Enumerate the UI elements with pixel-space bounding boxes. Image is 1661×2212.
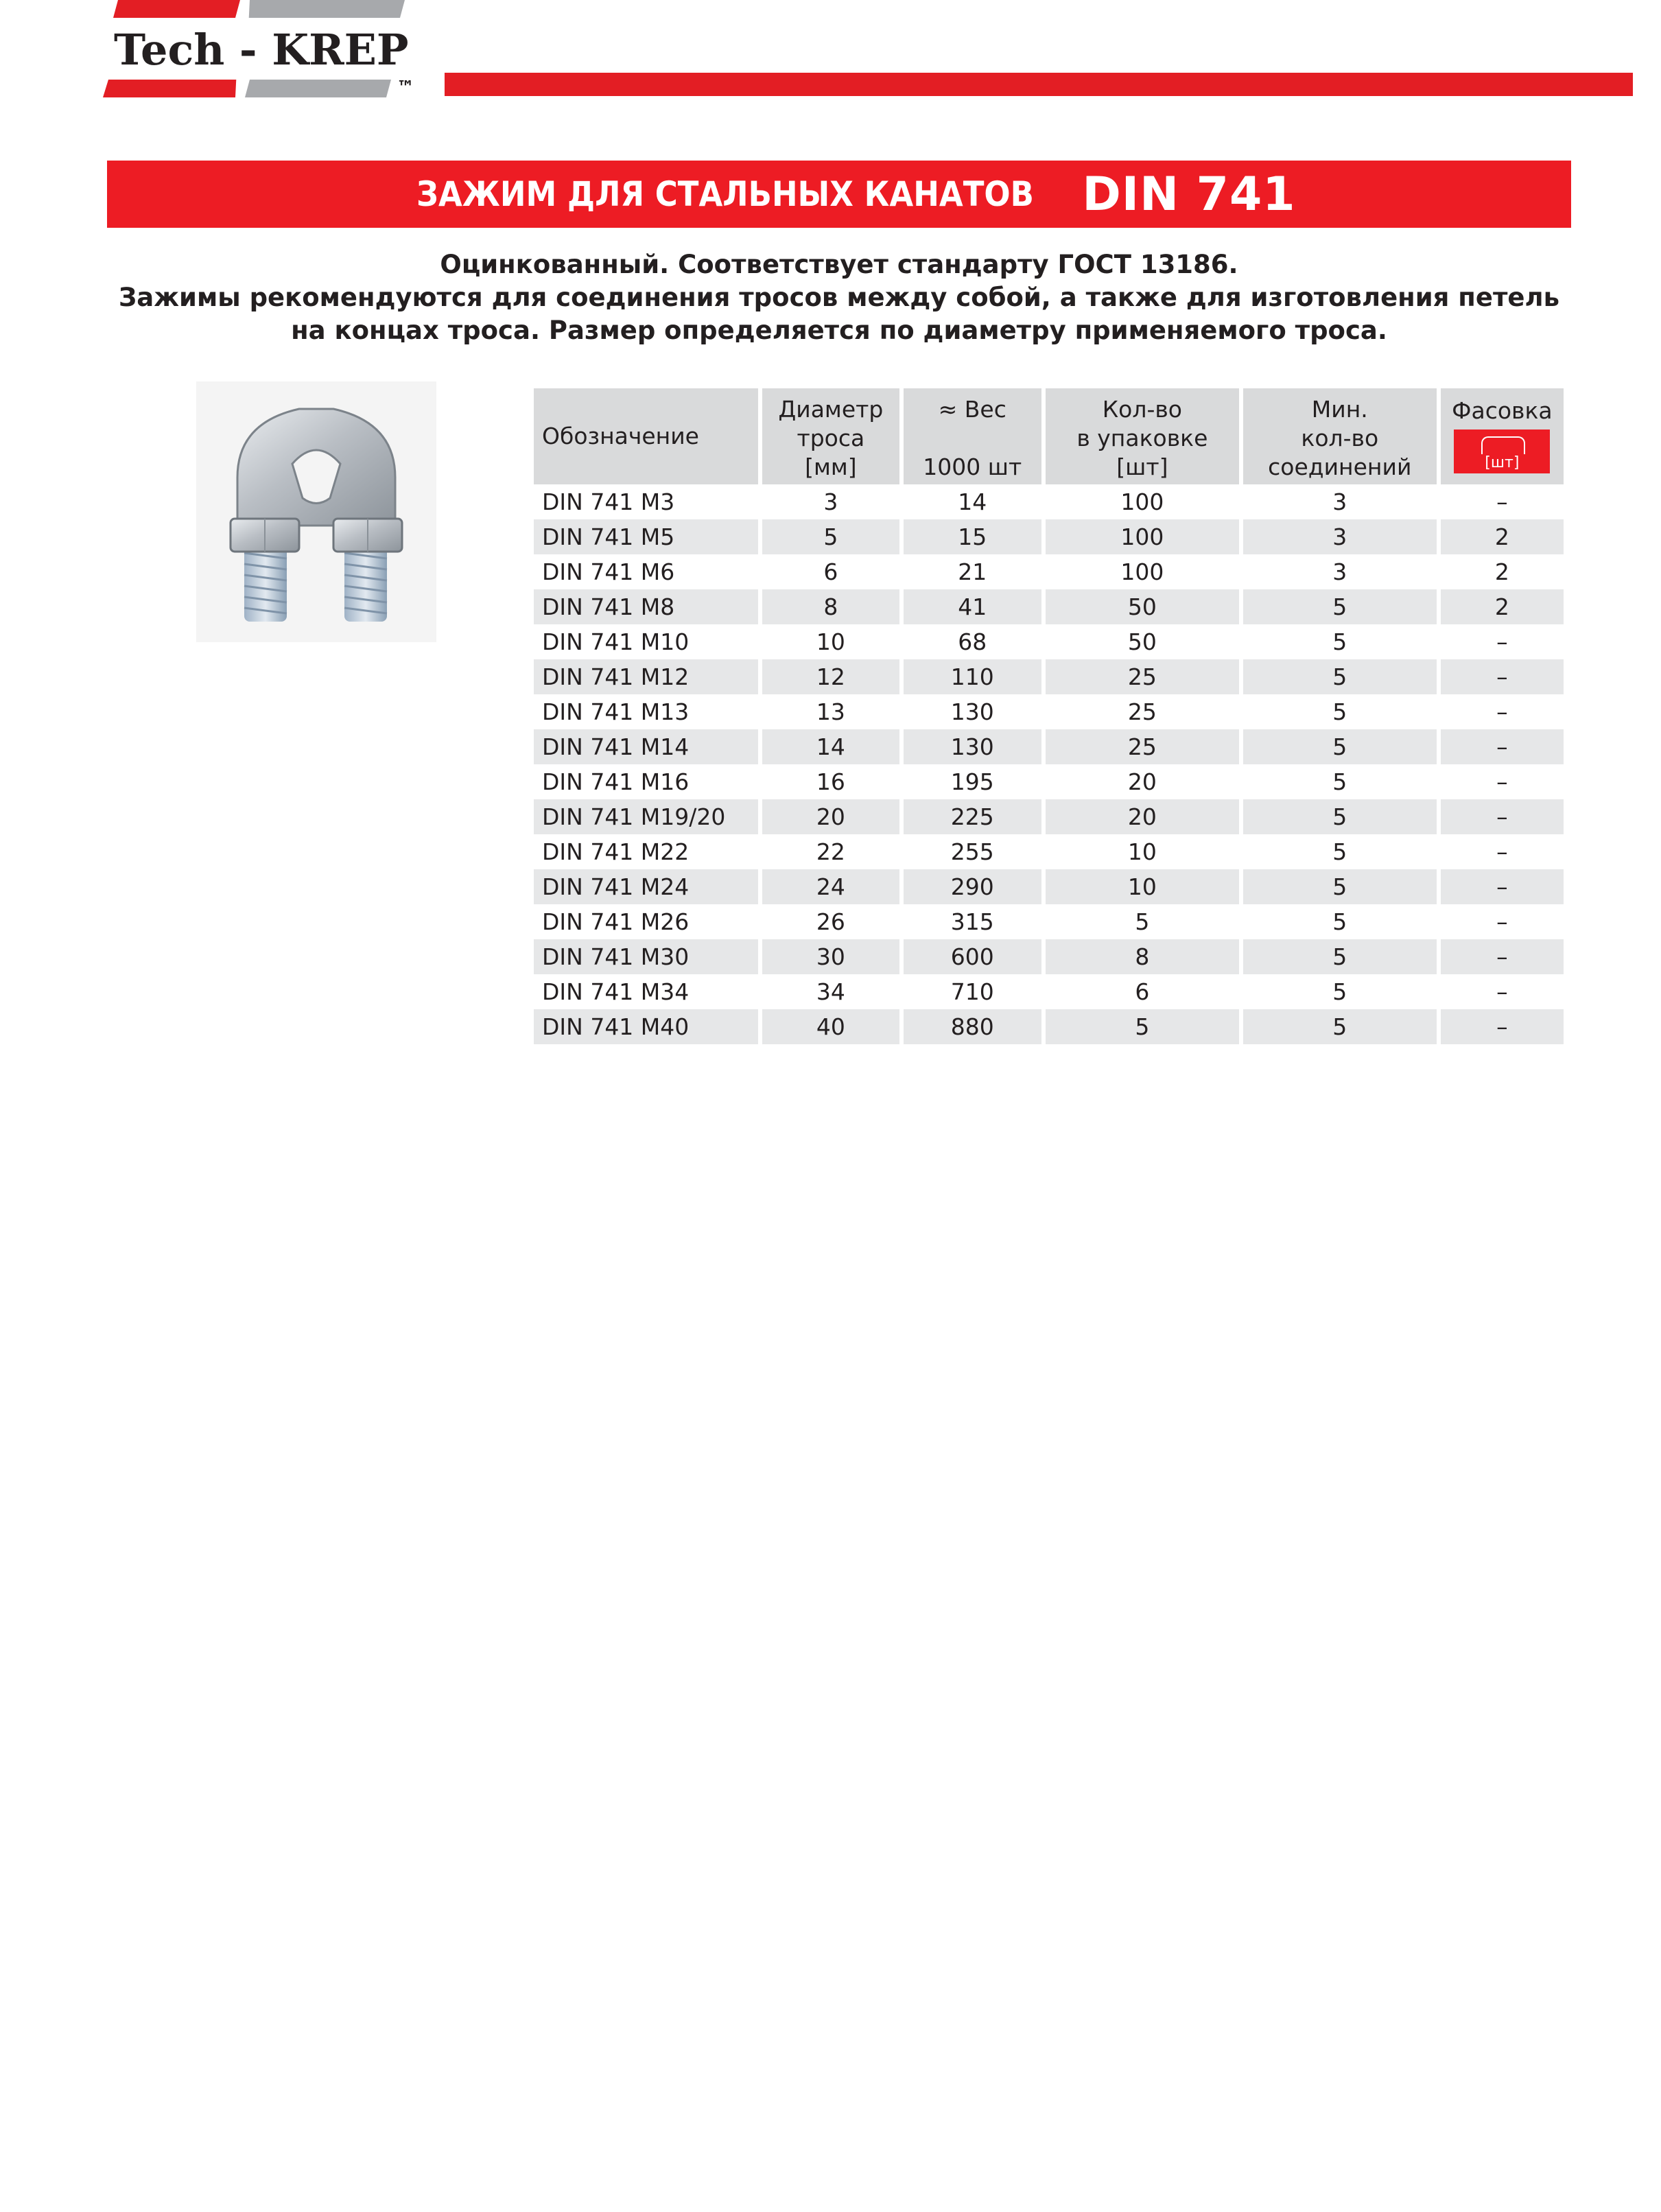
cell-name: DIN 741 M8 [534,589,758,624]
cell-pack: 2 [1441,519,1564,554]
cell-diameter: 22 [762,834,899,869]
cell-pack: – [1441,764,1564,799]
cell-weight: 255 [904,834,1041,869]
product-photo [196,381,436,642]
table-row [534,1009,1564,1044]
cell-qty: 20 [1046,799,1239,834]
cell-name: DIN 741 M30 [534,939,758,974]
table-row [534,939,1564,974]
table-header-row [534,388,1564,484]
cell-qty: 100 [1046,554,1239,589]
cell-diameter: 8 [762,589,899,624]
cell-diameter: 6 [762,554,899,589]
cell-qty: 10 [1046,869,1239,904]
cell-diameter: 5 [762,519,899,554]
cell-name: DIN 741 M22 [534,834,758,869]
table-row [534,519,1564,554]
wire-rope-clip-icon [196,381,436,642]
cell-pack: – [1441,1009,1564,1044]
description-line-2: Зажимы рекомендуются для соединения тросов между собой, а также для изготовления петель [118,283,1559,312]
table-row [534,834,1564,869]
table-row [534,904,1564,939]
table-row [534,799,1564,834]
table-body [534,484,1564,1044]
cell-diameter: 13 [762,694,899,729]
description-line-1: Оцинкованный. Соответствует стандарту ГОСТ 13186. [440,250,1238,279]
table-row [534,764,1564,799]
cell-qty: 20 [1046,764,1239,799]
cell-min: 5 [1243,1009,1437,1044]
cell-diameter: 30 [762,939,899,974]
cell-diameter: 40 [762,1009,899,1044]
cell-qty: 25 [1046,694,1239,729]
cell-pack: – [1441,624,1564,659]
cell-pack: – [1441,904,1564,939]
product-description [107,248,1571,347]
cell-weight: 41 [904,589,1041,624]
cell-diameter: 3 [762,484,899,519]
cell-qty: 10 [1046,834,1239,869]
cell-qty: 5 [1046,904,1239,939]
cell-weight: 15 [904,519,1041,554]
spec-table [530,388,1568,1044]
header-min-connections: Мин. кол-во соединений [1243,388,1437,484]
cell-name: DIN 741 M34 [534,974,758,1009]
cell-name: DIN 741 M5 [534,519,758,554]
cell-pack: – [1441,729,1564,764]
cell-name: DIN 741 M19/20 [534,799,758,834]
cell-name: DIN 741 M13 [534,694,758,729]
cell-weight: 290 [904,869,1041,904]
cell-pack: – [1441,694,1564,729]
cell-weight: 880 [904,1009,1041,1044]
header-packing: Фасовка [шт] [1441,388,1564,484]
package-icon: [шт] [1454,430,1550,473]
cell-name: DIN 741 M6 [534,554,758,589]
cell-qty: 25 [1046,659,1239,694]
cell-name: DIN 741 M24 [534,869,758,904]
header-designation: Обозначение [534,388,758,484]
cell-diameter: 14 [762,729,899,764]
cell-min: 5 [1243,729,1437,764]
cell-weight: 710 [904,974,1041,1009]
cell-min: 5 [1243,869,1437,904]
cell-weight: 225 [904,799,1041,834]
header-diameter: Диаметр троса [мм] [762,388,899,484]
cell-pack: – [1441,659,1564,694]
cell-weight: 68 [904,624,1041,659]
cell-weight: 315 [904,904,1041,939]
cell-min: 5 [1243,764,1437,799]
cell-min: 5 [1243,624,1437,659]
table-row [534,554,1564,589]
table-row [534,484,1564,519]
cell-min: 5 [1243,939,1437,974]
cell-pack: 2 [1441,589,1564,624]
cell-min: 5 [1243,799,1437,834]
cell-weight: 130 [904,729,1041,764]
cell-min: 3 [1243,554,1437,589]
title-model: DIN 741 [1082,167,1296,222]
brand-logo [103,0,460,97]
cell-pack: – [1441,834,1564,869]
cell-diameter: 34 [762,974,899,1009]
table-row [534,974,1564,1009]
header-weight: ≈ Вес 1000 шт [904,388,1041,484]
table-row [534,729,1564,764]
cell-name: DIN 741 M26 [534,904,758,939]
cell-min: 3 [1243,519,1437,554]
cell-qty: 6 [1046,974,1239,1009]
title-prefix: ЗАЖИМ ДЛЯ СТАЛЬНЫХ КАНАТОВ [416,174,1035,214]
cell-name: DIN 741 M16 [534,764,758,799]
cell-weight: 21 [904,554,1041,589]
cell-qty: 25 [1046,729,1239,764]
cell-min: 5 [1243,974,1437,1009]
cell-min: 5 [1243,834,1437,869]
cell-min: 5 [1243,694,1437,729]
cell-name: DIN 741 M3 [534,484,758,519]
cell-diameter: 24 [762,869,899,904]
cell-weight: 600 [904,939,1041,974]
cell-name: DIN 741 M40 [534,1009,758,1044]
cell-weight: 130 [904,694,1041,729]
header-qty-pack: Кол-во в упаковке [шт] [1046,388,1239,484]
logo-text: Tech - KREP [114,25,409,75]
trademark-sign: ™ [397,78,414,97]
table-row [534,659,1564,694]
cell-name: DIN 741 M14 [534,729,758,764]
cell-pack: – [1441,799,1564,834]
cell-name: DIN 741 M12 [534,659,758,694]
cell-pack: – [1441,484,1564,519]
cell-diameter: 12 [762,659,899,694]
cell-pack: – [1441,939,1564,974]
table-row [534,869,1564,904]
cell-qty: 100 [1046,484,1239,519]
cell-pack: 2 [1441,554,1564,589]
table-row [534,694,1564,729]
cell-weight: 14 [904,484,1041,519]
header-red-stripe [445,73,1633,96]
cell-diameter: 26 [762,904,899,939]
cell-qty: 50 [1046,589,1239,624]
cell-pack: – [1441,869,1564,904]
cell-weight: 195 [904,764,1041,799]
logo-graphic [103,0,460,97]
cell-qty: 50 [1046,624,1239,659]
cell-qty: 5 [1046,1009,1239,1044]
cell-diameter: 20 [762,799,899,834]
cell-pack: – [1441,974,1564,1009]
description-line-3: на концах троса. Размер определяется по диаметру применяемого троса. [291,316,1387,345]
cell-qty: 100 [1046,519,1239,554]
cell-diameter: 16 [762,764,899,799]
cell-min: 5 [1243,659,1437,694]
cell-min: 5 [1243,589,1437,624]
title-banner [107,161,1571,228]
cell-name: DIN 741 M10 [534,624,758,659]
cell-min: 3 [1243,484,1437,519]
table-row [534,624,1564,659]
table-row [534,589,1564,624]
cell-weight: 110 [904,659,1041,694]
cell-diameter: 10 [762,624,899,659]
cell-qty: 8 [1046,939,1239,974]
cell-min: 5 [1243,904,1437,939]
